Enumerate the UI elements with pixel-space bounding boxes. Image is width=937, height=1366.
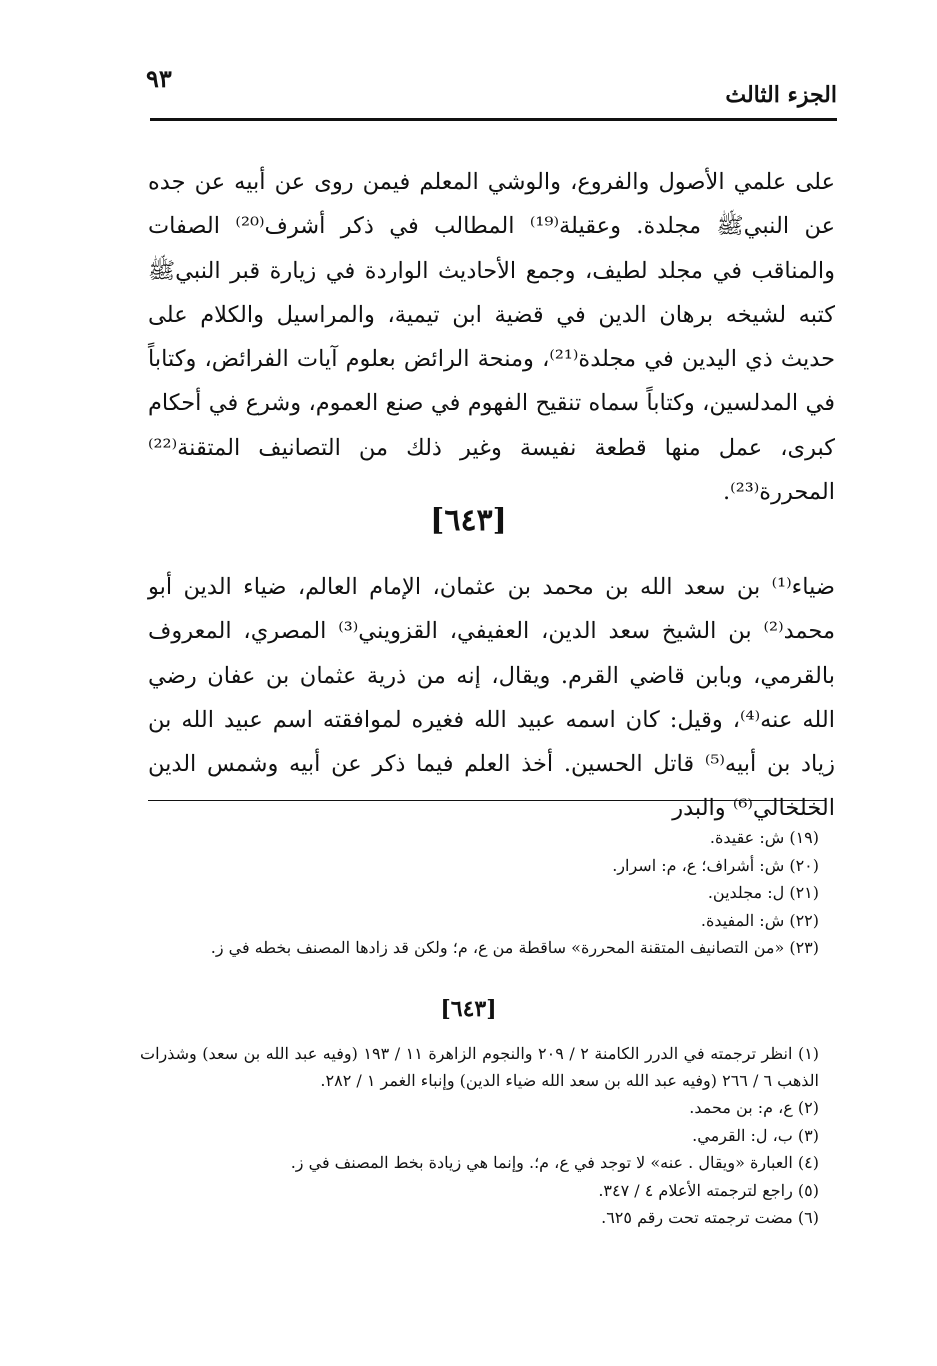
footnote: (٥) راجع لترجمته الأعلام ٤ / ٣٤٧. [598,1180,819,1200]
running-header-title: الجزء الثالث [725,82,837,108]
footnote: (١٩) ش: عقيدة. [709,828,819,847]
footnotes-current-entry [140,1040,819,1232]
footnote: (٢٢) ش: المفيدة. [700,910,819,930]
footnote: (٦) مضت ترجمته تحت رقم ٦٢٥. [601,1208,819,1227]
footnotes-previous-entry [140,824,819,962]
footnotes-entry-heading: [٦٤٣] [440,996,497,1022]
footnote: (٣) ب، ل: القرمي. [692,1125,819,1145]
footnote: (٢٠) ش: أشراف؛ ع، م: اسرار. [612,855,819,875]
footnote: (٢٣) «من التصانيف المتقنة المحررة» ساقطة من ع، م؛ ولكن قد زادها المصنف بخطه في ز. [210,938,819,957]
footnote-divider [148,800,825,801]
footnote: (٢) ع، م: بن محمد. [689,1098,819,1117]
biography-paragraph [148,565,835,831]
footnote: (٤) العبارة «ويقال . عنه» لا توجد في ع، م؛. وإنما هي زيادة بخط المصنف في ز. [290,1153,819,1172]
entry-number-heading: [٦٤٣] [430,503,507,538]
paragraph-text: ضياء⁽¹⁾ بن سعد الله بن محمد بن عثمان، الإمام العالم، ضياء الدين أبو محمد⁽²⁾ بن الشيخ سعد الدين، العفيفي، القزويني⁽³⁾ المصري، المعروف بالقرمي، وبابن قاضي القرم. ويقال، إنه من ذرية عثمان بن عفان رضي الله عنه⁽⁴⁾، وقيل: كان اسمه عبيد الله فغيره لموافقته اسم عبيد الله بن زياد بن أبيه⁽⁵⁾ قاتل الحسين. أخذ العلم فيما ذكر عن أبيه وشمس الدين الخلخالي⁽⁶⁾ والبدر [148,574,835,822]
header-divider [150,118,837,121]
footnote: (١) انظر ترجمته في الدرر الكامنة ٢ / ٢٠٩ والنجوم الزاهرة ١١ / ١٩٣ (وفيه عبد الله بن سعد) وشذرات الذهب ٦ / ٢٦٦ (وفيه عبد الله بن سعد الله ضياء الدين) وإنباء الغمر ١ / ٢٨٢. [140,1044,820,1090]
footnote: (٢١) ل: مجلدين. [707,883,819,902]
page-number: ٩٣ [146,64,172,93]
paragraph-text: على علمي الأصول والفروع، والوشي المعلم فيمن روى عن أبيه عن جده عن النبيﷺ مجلدة. وعقيلة⁽¹⁹⁾ المطالب في ذكر أشرف⁽²⁰⁾ الصفات والمناقب في مجلد لطيف، وجمع الأحاديث الواردة في زيارة قبر النبيﷺ كتبه لشيخه برهان الدين في قضية ابن تيمية، والمراسيل والكلام على حديث ذي اليدين في مجلدة⁽²¹⁾، ومنحة الرائض بعلوم آيات الفرائض، وكتاباً في المدلسين، وكتاباً سماه تنقيح الفهوم في صنع العموم، وشرع في أحكام كبرى، عمل منها قطعة نفيسة وغير ذلك من التصانيف المتقنة⁽²²⁾ المحررة⁽²³⁾. [148,169,835,506]
continued-paragraph [148,160,835,514]
